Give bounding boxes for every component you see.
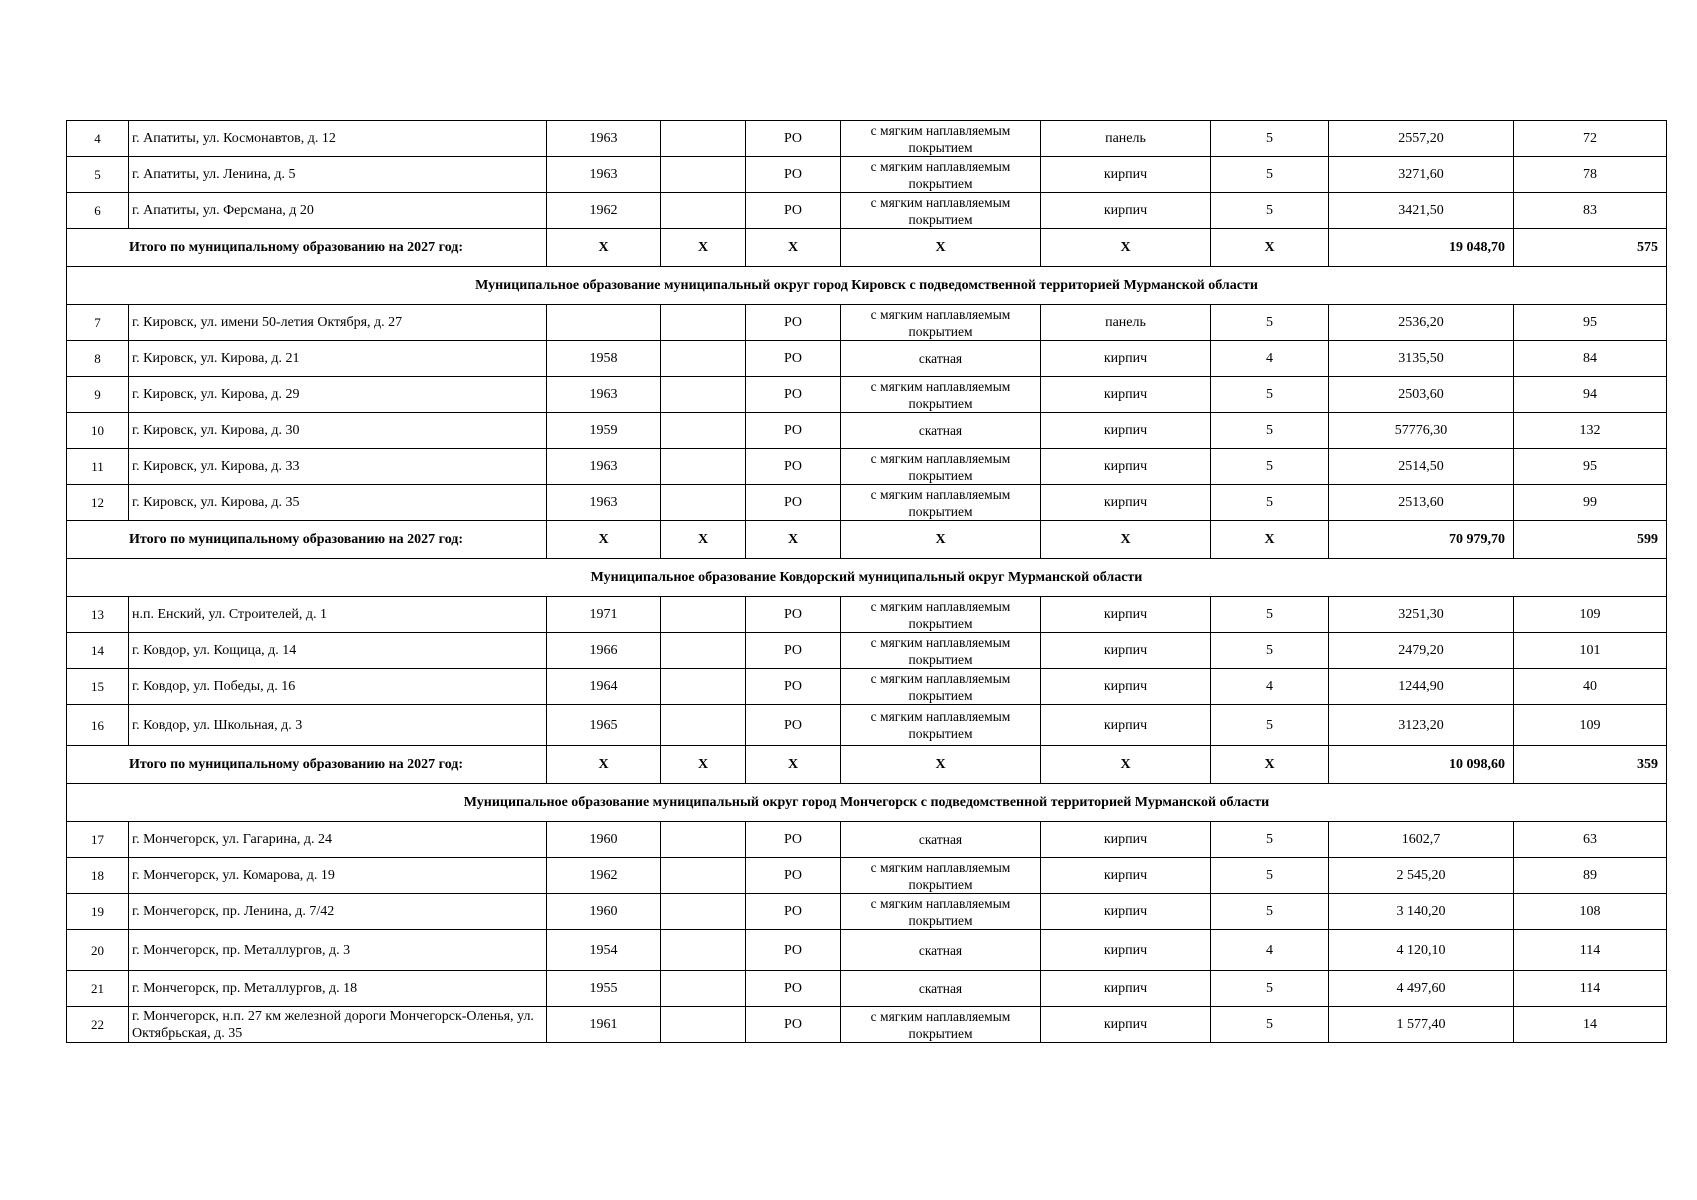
total-residents-cell: 359 xyxy=(1514,746,1667,784)
ro-cell: РО xyxy=(746,377,841,413)
area-cell: 2479,20 xyxy=(1329,633,1514,669)
row-number: 10 xyxy=(67,413,129,449)
table-row xyxy=(67,669,1667,705)
year-cell: 1959 xyxy=(547,413,661,449)
roof-type-cell: с мягким наплавляемым покрытием xyxy=(841,305,1041,341)
x-marker-cell: X xyxy=(661,521,746,559)
residents-cell: 83 xyxy=(1514,193,1667,229)
area-cell: 2 545,20 xyxy=(1329,858,1514,894)
year-cell: 1965 xyxy=(547,705,661,746)
empty-cell xyxy=(661,705,746,746)
wall-material-cell: кирпич xyxy=(1041,193,1211,229)
area-cell: 3271,60 xyxy=(1329,157,1514,193)
floors-cell: 5 xyxy=(1211,971,1329,1007)
empty-cell xyxy=(661,1007,746,1043)
area-cell: 57776,30 xyxy=(1329,413,1514,449)
table-row xyxy=(67,485,1667,521)
address-cell: г. Мончегорск, пр. Ленина, д. 7/42 xyxy=(129,894,547,930)
area-cell: 3135,50 xyxy=(1329,341,1514,377)
address-cell: г. Апатиты, ул. Космонавтов, д. 12 xyxy=(129,121,547,157)
x-marker-cell: X xyxy=(841,521,1041,559)
address-cell: г. Кировск, ул. Кирова, д. 33 xyxy=(129,449,547,485)
x-marker-cell: X xyxy=(746,229,841,267)
x-marker-cell: X xyxy=(841,229,1041,267)
ro-cell: РО xyxy=(746,597,841,633)
table-body xyxy=(67,121,1667,1043)
year-cell xyxy=(547,305,661,341)
area-cell: 2536,20 xyxy=(1329,305,1514,341)
address-cell: г. Кировск, ул. Кирова, д. 35 xyxy=(129,485,547,521)
row-number: 5 xyxy=(67,157,129,193)
section-title: Муниципальное образование муниципальный округ город Кировск с подведомственной территорией Мурманской области xyxy=(67,267,1667,305)
year-cell: 1954 xyxy=(547,930,661,971)
address-cell: г. Мончегорск, ул. Гагарина, д. 24 xyxy=(129,822,547,858)
area-cell: 2557,20 xyxy=(1329,121,1514,157)
ro-cell: РО xyxy=(746,1007,841,1043)
row-number: 22 xyxy=(67,1007,129,1043)
roof-type-cell: с мягким наплавляемым покрытием xyxy=(841,858,1041,894)
row-number: 12 xyxy=(67,485,129,521)
total-row xyxy=(67,229,1667,267)
row-number: 6 xyxy=(67,193,129,229)
ro-cell: РО xyxy=(746,930,841,971)
ro-cell: РО xyxy=(746,413,841,449)
address-cell: г. Ковдор, ул. Кощица, д. 14 xyxy=(129,633,547,669)
x-marker-cell: X xyxy=(1211,521,1329,559)
table-row xyxy=(67,193,1667,229)
x-marker-cell: X xyxy=(746,746,841,784)
table-row xyxy=(67,822,1667,858)
floors-cell: 5 xyxy=(1211,449,1329,485)
wall-material-cell: кирпич xyxy=(1041,822,1211,858)
x-marker-cell: X xyxy=(547,746,661,784)
empty-cell xyxy=(661,894,746,930)
table-row xyxy=(67,705,1667,746)
wall-material-cell: кирпич xyxy=(1041,894,1211,930)
residents-cell: 94 xyxy=(1514,377,1667,413)
empty-cell xyxy=(661,858,746,894)
ro-cell: РО xyxy=(746,633,841,669)
table-row xyxy=(67,377,1667,413)
empty-cell xyxy=(661,669,746,705)
address-cell: г. Кировск, ул. имени 50-летия Октября, д. 27 xyxy=(129,305,547,341)
address-cell: г. Мончегорск, ул. Комарова, д. 19 xyxy=(129,858,547,894)
x-marker-cell: X xyxy=(661,746,746,784)
table-row xyxy=(67,121,1667,157)
residents-cell: 101 xyxy=(1514,633,1667,669)
year-cell: 1963 xyxy=(547,377,661,413)
wall-material-cell: кирпич xyxy=(1041,449,1211,485)
empty-cell xyxy=(661,121,746,157)
wall-material-cell: панель xyxy=(1041,305,1211,341)
table-row xyxy=(67,449,1667,485)
x-marker-cell: X xyxy=(1041,521,1211,559)
roof-type-cell: с мягким наплавляемым покрытием xyxy=(841,485,1041,521)
floors-cell: 5 xyxy=(1211,413,1329,449)
x-marker-cell: X xyxy=(547,229,661,267)
wall-material-cell: кирпич xyxy=(1041,705,1211,746)
x-marker-cell: X xyxy=(746,521,841,559)
empty-cell xyxy=(661,930,746,971)
ro-cell: РО xyxy=(746,341,841,377)
roof-type-cell: с мягким наплавляемым покрытием xyxy=(841,449,1041,485)
section-header-row xyxy=(67,784,1667,822)
floors-cell: 5 xyxy=(1211,121,1329,157)
wall-material-cell: кирпич xyxy=(1041,858,1211,894)
area-cell: 4 120,10 xyxy=(1329,930,1514,971)
area-cell: 3421,50 xyxy=(1329,193,1514,229)
floors-cell: 5 xyxy=(1211,485,1329,521)
empty-cell xyxy=(661,305,746,341)
residents-cell: 14 xyxy=(1514,1007,1667,1043)
residents-cell: 84 xyxy=(1514,341,1667,377)
table-row xyxy=(67,894,1667,930)
wall-material-cell: кирпич xyxy=(1041,157,1211,193)
row-number: 4 xyxy=(67,121,129,157)
empty-cell xyxy=(661,633,746,669)
total-label: Итого по муниципальному образованию на 2027 год: xyxy=(67,746,547,784)
row-number: 8 xyxy=(67,341,129,377)
empty-cell xyxy=(661,377,746,413)
wall-material-cell: кирпич xyxy=(1041,341,1211,377)
section-header-row xyxy=(67,559,1667,597)
floors-cell: 5 xyxy=(1211,894,1329,930)
address-cell: г. Апатиты, ул. Ферсмана, д 20 xyxy=(129,193,547,229)
empty-cell xyxy=(661,413,746,449)
ro-cell: РО xyxy=(746,157,841,193)
section-title: Муниципальное образование Ковдорский муниципальный округ Мурманской области xyxy=(67,559,1667,597)
roof-type-cell: с мягким наплавляемым покрытием xyxy=(841,121,1041,157)
row-number: 18 xyxy=(67,858,129,894)
x-marker-cell: X xyxy=(1041,746,1211,784)
housing-repair-table xyxy=(66,120,1667,1043)
roof-type-cell: с мягким наплавляемым покрытием xyxy=(841,157,1041,193)
table-row xyxy=(67,858,1667,894)
residents-cell: 114 xyxy=(1514,930,1667,971)
floors-cell: 4 xyxy=(1211,669,1329,705)
year-cell: 1966 xyxy=(547,633,661,669)
year-cell: 1963 xyxy=(547,121,661,157)
total-label: Итого по муниципальному образованию на 2027 год: xyxy=(67,521,547,559)
ro-cell: РО xyxy=(746,858,841,894)
roof-type-cell: с мягким наплавляемым покрытием xyxy=(841,705,1041,746)
floors-cell: 5 xyxy=(1211,157,1329,193)
residents-cell: 109 xyxy=(1514,597,1667,633)
year-cell: 1964 xyxy=(547,669,661,705)
table-row xyxy=(67,157,1667,193)
floors-cell: 5 xyxy=(1211,597,1329,633)
year-cell: 1963 xyxy=(547,157,661,193)
year-cell: 1961 xyxy=(547,1007,661,1043)
wall-material-cell: кирпич xyxy=(1041,377,1211,413)
section-title: Муниципальное образование муниципальный округ город Мончегорск с подведомственной территорией Мурманской области xyxy=(67,784,1667,822)
floors-cell: 5 xyxy=(1211,858,1329,894)
floors-cell: 4 xyxy=(1211,930,1329,971)
empty-cell xyxy=(661,597,746,633)
area-cell: 3 140,20 xyxy=(1329,894,1514,930)
table-row xyxy=(67,413,1667,449)
x-marker-cell: X xyxy=(1211,229,1329,267)
year-cell: 1962 xyxy=(547,193,661,229)
address-cell: г. Мончегорск, пр. Металлургов, д. 3 xyxy=(129,930,547,971)
floors-cell: 4 xyxy=(1211,341,1329,377)
residents-cell: 132 xyxy=(1514,413,1667,449)
empty-cell xyxy=(661,822,746,858)
wall-material-cell: кирпич xyxy=(1041,669,1211,705)
wall-material-cell: кирпич xyxy=(1041,971,1211,1007)
x-marker-cell: X xyxy=(1211,746,1329,784)
ro-cell: РО xyxy=(746,485,841,521)
year-cell: 1963 xyxy=(547,485,661,521)
row-number: 15 xyxy=(67,669,129,705)
table-row xyxy=(67,633,1667,669)
row-number: 9 xyxy=(67,377,129,413)
row-number: 20 xyxy=(67,930,129,971)
total-area-cell: 70 979,70 xyxy=(1329,521,1514,559)
total-label: Итого по муниципальному образованию на 2027 год: xyxy=(67,229,547,267)
floors-cell: 5 xyxy=(1211,193,1329,229)
year-cell: 1960 xyxy=(547,822,661,858)
empty-cell xyxy=(661,193,746,229)
floors-cell: 5 xyxy=(1211,705,1329,746)
area-cell: 1244,90 xyxy=(1329,669,1514,705)
ro-cell: РО xyxy=(746,822,841,858)
wall-material-cell: панель xyxy=(1041,121,1211,157)
table-row xyxy=(67,1007,1667,1043)
total-area-cell: 10 098,60 xyxy=(1329,746,1514,784)
ro-cell: РО xyxy=(746,121,841,157)
area-cell: 1602,7 xyxy=(1329,822,1514,858)
x-marker-cell: X xyxy=(841,746,1041,784)
ro-cell: РО xyxy=(746,305,841,341)
x-marker-cell: X xyxy=(1041,229,1211,267)
x-marker-cell: X xyxy=(661,229,746,267)
address-cell: г. Ковдор, ул. Школьная, д. 3 xyxy=(129,705,547,746)
year-cell: 1955 xyxy=(547,971,661,1007)
row-number: 19 xyxy=(67,894,129,930)
address-cell: г. Кировск, ул. Кирова, д. 29 xyxy=(129,377,547,413)
row-number: 13 xyxy=(67,597,129,633)
ro-cell: РО xyxy=(746,705,841,746)
floors-cell: 5 xyxy=(1211,633,1329,669)
area-cell: 2514,50 xyxy=(1329,449,1514,485)
residents-cell: 78 xyxy=(1514,157,1667,193)
row-number: 11 xyxy=(67,449,129,485)
ro-cell: РО xyxy=(746,449,841,485)
wall-material-cell: кирпич xyxy=(1041,597,1211,633)
row-number: 14 xyxy=(67,633,129,669)
year-cell: 1963 xyxy=(547,449,661,485)
residents-cell: 95 xyxy=(1514,305,1667,341)
address-cell: г. Мончегорск, пр. Металлургов, д. 18 xyxy=(129,971,547,1007)
floors-cell: 5 xyxy=(1211,1007,1329,1043)
total-residents-cell: 599 xyxy=(1514,521,1667,559)
address-cell: г. Апатиты, ул. Ленина, д. 5 xyxy=(129,157,547,193)
ro-cell: РО xyxy=(746,669,841,705)
ro-cell: РО xyxy=(746,193,841,229)
row-number: 17 xyxy=(67,822,129,858)
area-cell: 1 577,40 xyxy=(1329,1007,1514,1043)
address-cell: г. Кировск, ул. Кирова, д. 30 xyxy=(129,413,547,449)
wall-material-cell: кирпич xyxy=(1041,413,1211,449)
roof-type-cell: скатная xyxy=(841,930,1041,971)
floors-cell: 5 xyxy=(1211,822,1329,858)
area-cell: 3123,20 xyxy=(1329,705,1514,746)
ro-cell: РО xyxy=(746,894,841,930)
area-cell: 2513,60 xyxy=(1329,485,1514,521)
residents-cell: 40 xyxy=(1514,669,1667,705)
residents-cell: 108 xyxy=(1514,894,1667,930)
address-cell: г. Кировск, ул. Кирова, д. 21 xyxy=(129,341,547,377)
area-cell: 3251,30 xyxy=(1329,597,1514,633)
total-row xyxy=(67,521,1667,559)
row-number: 16 xyxy=(67,705,129,746)
roof-type-cell: с мягким наплавляемым покрытием xyxy=(841,193,1041,229)
roof-type-cell: с мягким наплавляемым покрытием xyxy=(841,669,1041,705)
section-header-row xyxy=(67,267,1667,305)
x-marker-cell: X xyxy=(547,521,661,559)
residents-cell: 99 xyxy=(1514,485,1667,521)
wall-material-cell: кирпич xyxy=(1041,930,1211,971)
total-row xyxy=(67,746,1667,784)
table-row xyxy=(67,930,1667,971)
roof-type-cell: с мягким наплавляемым покрытием xyxy=(841,377,1041,413)
area-cell: 2503,60 xyxy=(1329,377,1514,413)
empty-cell xyxy=(661,157,746,193)
address-cell: г. Ковдор, ул. Победы, д. 16 xyxy=(129,669,547,705)
area-cell: 4 497,60 xyxy=(1329,971,1514,1007)
wall-material-cell: кирпич xyxy=(1041,485,1211,521)
residents-cell: 109 xyxy=(1514,705,1667,746)
floors-cell: 5 xyxy=(1211,305,1329,341)
roof-type-cell: скатная xyxy=(841,822,1041,858)
empty-cell xyxy=(661,971,746,1007)
total-residents-cell: 575 xyxy=(1514,229,1667,267)
wall-material-cell: кирпич xyxy=(1041,1007,1211,1043)
row-number: 7 xyxy=(67,305,129,341)
residents-cell: 89 xyxy=(1514,858,1667,894)
table-row xyxy=(67,597,1667,633)
empty-cell xyxy=(661,449,746,485)
roof-type-cell: с мягким наплавляемым покрытием xyxy=(841,894,1041,930)
row-number: 21 xyxy=(67,971,129,1007)
residents-cell: 114 xyxy=(1514,971,1667,1007)
year-cell: 1962 xyxy=(547,858,661,894)
roof-type-cell: скатная xyxy=(841,413,1041,449)
table-row xyxy=(67,971,1667,1007)
wall-material-cell: кирпич xyxy=(1041,633,1211,669)
total-area-cell: 19 048,70 xyxy=(1329,229,1514,267)
roof-type-cell: с мягким наплавляемым покрытием xyxy=(841,1007,1041,1043)
year-cell: 1958 xyxy=(547,341,661,377)
ro-cell: РО xyxy=(746,971,841,1007)
roof-type-cell: с мягким наплавляемым покрытием xyxy=(841,633,1041,669)
residents-cell: 95 xyxy=(1514,449,1667,485)
table-row xyxy=(67,305,1667,341)
floors-cell: 5 xyxy=(1211,377,1329,413)
residents-cell: 72 xyxy=(1514,121,1667,157)
address-cell: н.п. Енский, ул. Строителей, д. 1 xyxy=(129,597,547,633)
empty-cell xyxy=(661,341,746,377)
empty-cell xyxy=(661,485,746,521)
roof-type-cell: скатная xyxy=(841,971,1041,1007)
roof-type-cell: с мягким наплавляемым покрытием xyxy=(841,597,1041,633)
residents-cell: 63 xyxy=(1514,822,1667,858)
year-cell: 1960 xyxy=(547,894,661,930)
table-row xyxy=(67,341,1667,377)
roof-type-cell: скатная xyxy=(841,341,1041,377)
address-cell: г. Мончегорск, н.п. 27 км железной дороги Мончегорск-Оленья, ул. Октябрьская, д. 35 xyxy=(129,1007,547,1043)
year-cell: 1971 xyxy=(547,597,661,633)
